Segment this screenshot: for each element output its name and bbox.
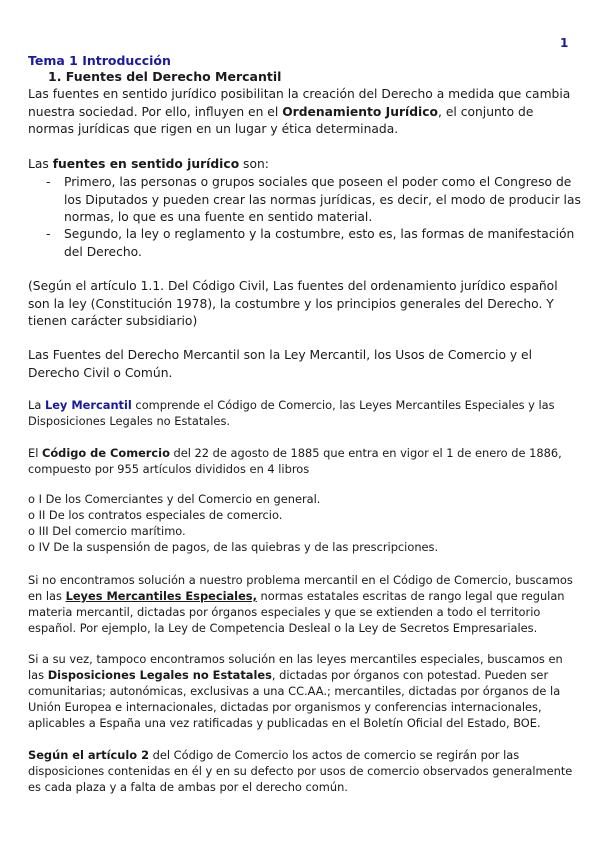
articulo-paragraph: (Según el artículo 1.1. Del Código Civil, Las fuentes del ordenamiento jurídico español son la ley (Constitución 1978), la costumbre y los principios generales del Derecho. Y tienen carácter subsidiario) <box>28 279 558 328</box>
leyes-especiales-paragraph: Si no encontramos solución a nuestro problema mercantil en el Código de Comercio, buscamos en las Leyes Mercantiles Especiales, normas estatales escritas de rango legal que regulan materia mercantil, dictadas por órganos especiales y que se extienden a todo el territorio español. Por ejemplo, la Ley de Competencia Desleal o la Ley de Secretos Empresariales. <box>28 573 573 635</box>
list-item: - Segundo, la ley o reglamento y la costumbre, esto es, las formas de manifestación del Derecho. <box>46 227 575 259</box>
list-item: o IV De la suspensión de pagos, de las quiebras y de las prescripciones. <box>28 540 439 554</box>
list-item: o I De los Comerciantes y del Comercio en general. <box>28 492 321 506</box>
codigo-paragraph: El Código de Comercio del 22 de agosto de 1885 que entra en vigor el 1 de enero de 1886, compuesto por 955 artículos divididos en 4 libros <box>28 446 562 476</box>
topic-title: Tema 1 Introducción <box>28 53 171 68</box>
list-item: o II De los contratos especiales de comercio. <box>28 508 283 522</box>
list-item: - Primero, las personas o grupos sociales que poseen el poder como el Congreso de los Diputados y pueden crear las normas jurídicas, es decir, el modo de producir las normas, lo que es una fuente en sentido material. <box>46 175 581 224</box>
intro-paragraph: Las fuentes en sentido jurídico posibilitan la creación del Derecho a medida que cambia nuestra sociedad. Por ello, influyen en el Ordenamiento Jurídico, el conjunto de normas jurídicas que rigen en un lugar y ética determinada. <box>28 87 571 136</box>
sentido-juridico-paragraph: Las fuentes en sentido jurídico son: <box>28 157 269 171</box>
section-heading: 1. Fuentes del Derecho Mercantil <box>48 69 282 84</box>
disposiciones-paragraph: Si a su vez, tampoco encontramos solución en las leyes mercantiles especiales, buscamos en las Disposiciones Legales no Estatales, dictadas por órganos con potestad. Pueden ser comunitarias; autonómicas, exclusivas a una CC.AA.; mercantiles, dictadas por órganos de la Unión Europea e internacionales, dictadas por organismos y conferencias internacionales, aplicables a España una vez ratificadas y publicadas en el Boletín Oficial del Estado, BOE. <box>28 652 563 730</box>
page-number: 1 <box>560 36 569 50</box>
ley-mercantil-paragraph: La Ley Mercantil comprende el Código de Comercio, las Leyes Mercantiles Especiales y las Disposiciones Legales no Estatales. <box>28 398 555 428</box>
fuentes-mercantil-paragraph: Las Fuentes del Derecho Mercantil son la Ley Mercantil, los Usos de Comercio y el Derecho Civil o Común. <box>28 348 533 380</box>
articulo2-paragraph: Según el artículo 2 del Código de Comercio los actos de comercio se regirán por las disposiciones contenidas en él y en su defecto por usos de comercio observados generalmente es cada plaza y a falta de ambas por el derecho común. <box>28 748 573 794</box>
list-item: o III Del comercio marítimo. <box>28 524 186 538</box>
